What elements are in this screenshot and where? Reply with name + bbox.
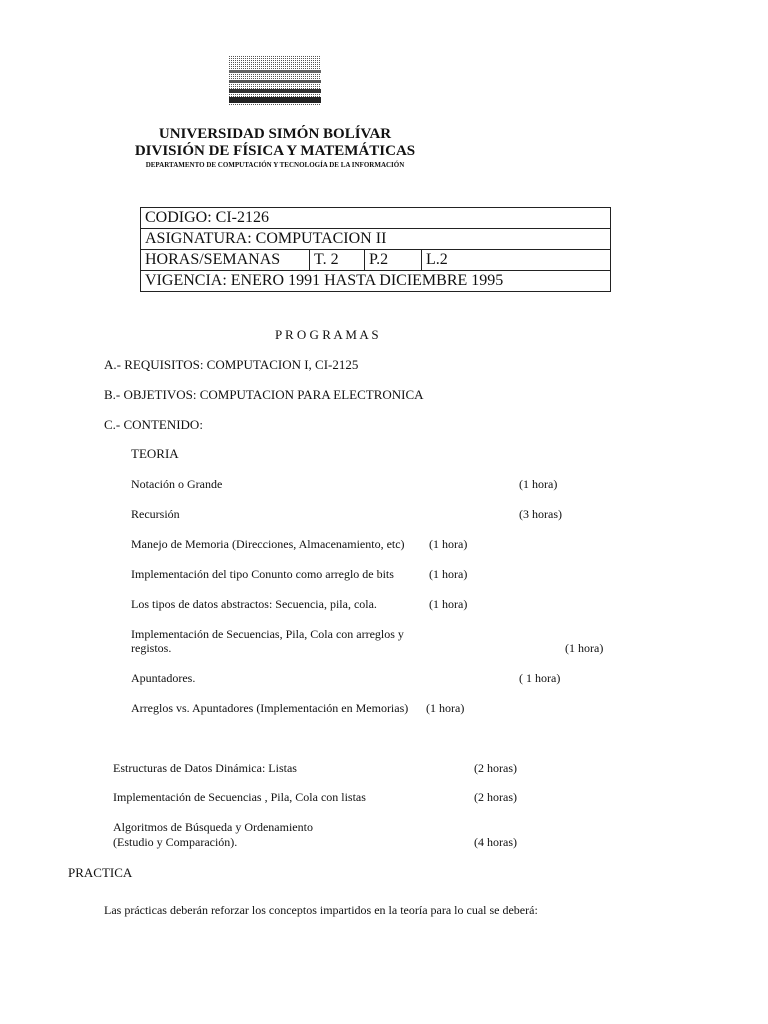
list-item-hours: (1 hora) [426, 701, 465, 715]
list-item: Estructuras de Datos Dinámica: Listas [113, 761, 297, 775]
list-item-hours: (1 hora) [429, 537, 468, 551]
list-item: Notación o Grande [131, 477, 223, 491]
table-row [141, 208, 611, 229]
university-logo [229, 56, 321, 106]
table-row [141, 229, 611, 250]
list-item-hours: (1 hora) [429, 597, 468, 611]
objetivos-text: B.- OBJETIVOS: COMPUTACION PARA ELECTRONICA [104, 387, 424, 402]
list-item: Algoritmos de Búsqueda y Ordenamiento [113, 820, 313, 834]
asignatura-cell: ASIGNATURA: COMPUTACION II [141, 229, 611, 250]
laboratorio-hours-cell: L.2 [422, 250, 611, 271]
practica-heading: PRACTICA [68, 865, 133, 880]
university-name: UNIVERSIDAD SIMÓN BOLÍVAR [158, 126, 392, 142]
list-item: Apuntadores. [131, 671, 196, 685]
list-item: Recursión [131, 507, 180, 521]
list-item: Los tipos de datos abstractos: Secuencia, pila, cola. [131, 597, 377, 611]
list-item: Arreglos vs. Apuntadores (Implementación en Memorias) [131, 701, 409, 715]
list-item-hours: (2 horas) [474, 761, 517, 775]
list-item-hours: (2 horas) [474, 790, 517, 804]
teoria-hours-cell: T. 2 [310, 250, 365, 271]
horas-label-cell: HORAS/SEMANAS [141, 250, 310, 271]
list-item-hours: (1 hora) [565, 641, 604, 655]
practica-hours-cell: P.2 [365, 250, 422, 271]
table-row [141, 250, 611, 271]
list-item: Manejo de Memoria (Direcciones, Almacenamiento, etc) [131, 537, 405, 551]
list-item-continued: (Estudio y Comparación). [113, 835, 238, 849]
table-row [141, 271, 611, 292]
contenido-heading: C.- CONTENIDO: [104, 417, 203, 432]
list-item-hours: (3 horas) [519, 507, 562, 521]
list-item: Implementación del tipo Conunto como arreglo de bits [131, 567, 394, 581]
department-name: DEPARTAMENTO DE COMPUTACIÓN Y TECNOLOGÍA DE LA INFORMACIÓN [145, 161, 405, 169]
list-item: Implementación de Secuencias, Pila, Cola con arreglos y [131, 627, 404, 641]
practica-text: Las prácticas deberán reforzar los conceptos impartidos en la teoría para lo cual se deberá: [104, 903, 538, 917]
list-item-hours: ( 1 hora) [519, 671, 561, 685]
list-item-continued: registos. [131, 641, 172, 655]
list-item-hours: (4 horas) [474, 835, 517, 849]
course-info-table [140, 207, 611, 292]
programas-title: P R O G R A M A S [275, 327, 379, 342]
requisitos-text: A.- REQUISITOS: COMPUTACION I, CI-2125 [104, 357, 359, 372]
codigo-cell: CODIGO: CI-2126 [141, 208, 611, 229]
list-item-hours: (1 hora) [429, 567, 468, 581]
list-item-hours: (1 hora) [519, 477, 558, 491]
teoria-heading: TEORIA [131, 446, 179, 461]
vigencia-cell: VIGENCIA: ENERO 1991 HASTA DICIEMBRE 1995 [141, 271, 611, 292]
list-item: Implementación de Secuencias , Pila, Cola con listas [113, 790, 366, 804]
division-name: DIVISIÓN DE FÍSICA Y MATEMÁTICAS [134, 143, 416, 159]
